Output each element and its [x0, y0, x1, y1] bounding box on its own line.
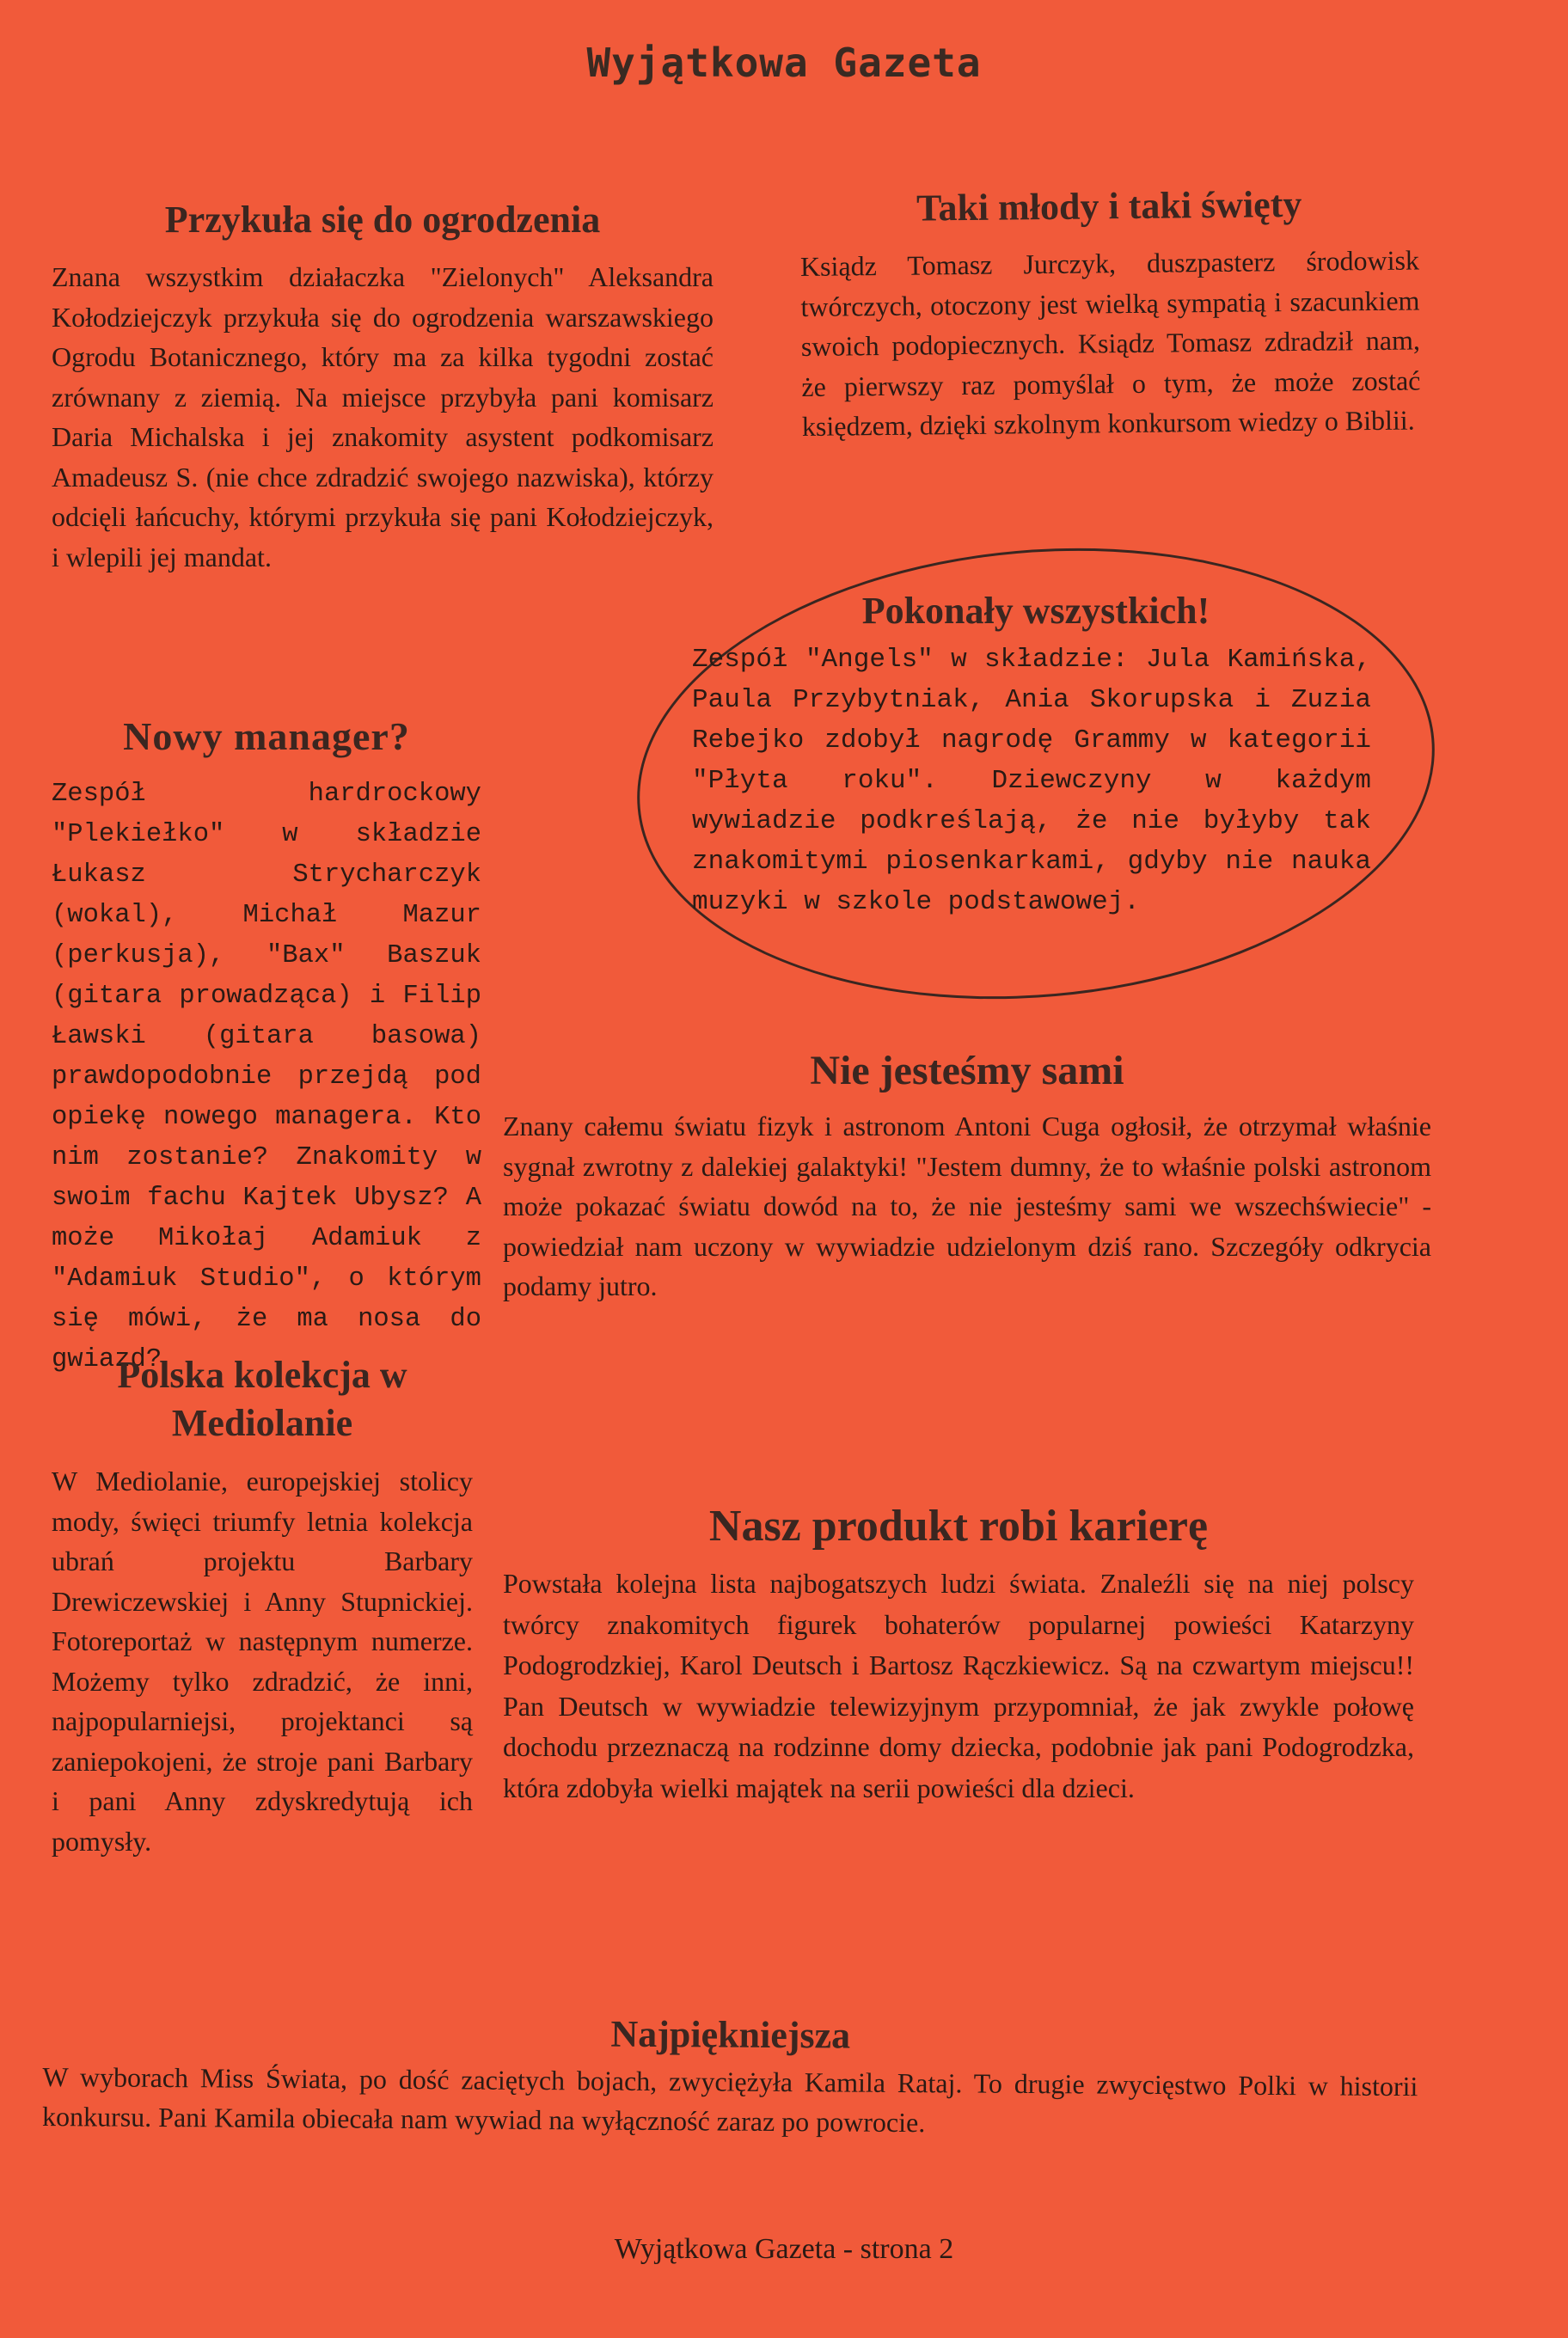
article-title: Nasz produkt robi karierę [708, 1502, 1209, 1551]
article-najpiekniejsza [42, 2008, 1418, 2145]
article-title: Polska kolekcja w Mediolanie [117, 1354, 407, 1444]
article-nie-jestesmy-sami [503, 1047, 1431, 1307]
article-title: Najpiękniejsza [610, 2012, 851, 2057]
article-body: Zespół hardrockowy "Plekiełko" w składzie Łukasz Strycharczyk (wokal), Michał Mazur (perkusja), "Bax" Baszuk (gitara prowadząca) i Filip Ławski (gitara basowa) prawdopodobnie przejdą pod opiekę nowego managera. Kto nim zostanie? Znakomity w swoim fachu Kajtek Ubysz? A może Mikołaj Adamiuk z "Adamiuk Studio", o którym się mówi, że ma nosa do gwiazd? [52, 780, 481, 1374]
article-title: Przykuła się do ogrodzenia [164, 199, 601, 241]
article-body: W wyborach Miss Świata, po dość zaciętych bojach, zwyciężyła Kamila Rataj. To drugie zwycięstwo Polki w historii konkursu. Pani Kamila obiecała nam wywiad na wyłączność zaraz po powrocie. [41, 2060, 1418, 2139]
article-title: Pokonały wszystkich! [861, 590, 1210, 632]
article-body: Zespół "Angels" w składzie: Jula Kamińska, Paula Przybytniak, Ania Skorupska i Zuzia Rebejko zdobył nagrodę Grammy w kategorii "Płyta roku". Dziewczyny w każdym wywiadzie podkreślają, że nie byłyby tak znakomitymi piosenkarkami, gdyby nie nauka muzyki w szkole podstawowej. [692, 645, 1371, 917]
article-body: Powstała kolejna lista najbogatszych ludzi świata. Znaleźli się na niej polscy twórcy znakomitych figurek bohaterów popularnej powieści Katarzyny Podogrodzkiej, Karol Deutsch i Bartosz Rączkiewicz. Są na czwartym miejscu!! Pan Deutsch w wywiadzie telewizyjnym przypomniał, że jak zwykle połowę dochodu przeznaczą na rodzinne domy dziecka, podobnie jak pani Podogrodzka, która zdobyła wielki majątek na serii powieści dla dzieci. [503, 1568, 1414, 1803]
article-title: Nie jesteśmy sami [810, 1048, 1124, 1093]
page-footer: Wyjątkowa Gazeta - strona 2 [614, 2233, 954, 2265]
article-title: Nowy manager? [123, 714, 410, 758]
article-body: Znana wszystkim działaczka "Zielonych" Aleksandra Kołodziejczyk przykuła się do ogrodzenia warszawskiego Ogrodu Botanicznego, który ma za kilka tygodni zostać zrównany z ziemią. Na miejsce przybyła pani komisarz Daria Michalska i jej znakomity asystent podkomisarz Amadeusz S. (nie chce zdradzić swojego nazwiska), którzy odcięli łańcuchy, którymi przykuła się pani Kołodziejczyk, i wlepili jej mandat. [52, 261, 714, 572]
article-nasz-produkt [503, 1501, 1414, 1809]
article-body: Ksiądz Tomasz Jurczyk, duszpasterz środowisk twórczych, otoczony jest wielką sympatią i szacunkiem swoich podopiecznych. Ksiądz Tomasz zdradził nam, że pierwszy raz pomyślał o tym, że może zostać księdzem, dzięki szkolnym konkursom wiedzy o Biblii. [799, 244, 1421, 442]
article-body: W Mediolanie, europejskiej stolicy mody, święci triumfy letnia kolekcja ubrań projektu Barbary Drewiczewskiej i Anny Stupnickiej. Fotoreportaż w następnym numerze. Możemy tylko zdradzić, że inni, najpopularniejsi, projektanci są zaniepokojeni, że stroje pani Barbary i pani Anny zdyskredytują ich pomysły. [52, 1466, 473, 1857]
article-title: Taki młody i taki święty [916, 182, 1302, 230]
article-polska-kolekcja [52, 1351, 473, 1861]
article-body: Znany całemu światu fizyk i astronom Antoni Cuga ogłosił, że otrzymał właśnie sygnał zwrotny z dalekiej galaktyki! "Jestem dumny, że to właśnie polski astronom może pokazać światu dowód na to, że nie jesteśmy sami we wszechświecie" - powiedział nam uczony w wywiadzie udzielonym dziś rano. Szczegóły odkrycia podamy jutro. [503, 1111, 1431, 1301]
masthead: Wyjątkowa Gazeta [586, 40, 982, 86]
article-nowy-manager [52, 713, 481, 1380]
article-przykula [52, 198, 714, 577]
article-pokonaly [640, 589, 1431, 922]
article-ksiadz [799, 181, 1421, 446]
